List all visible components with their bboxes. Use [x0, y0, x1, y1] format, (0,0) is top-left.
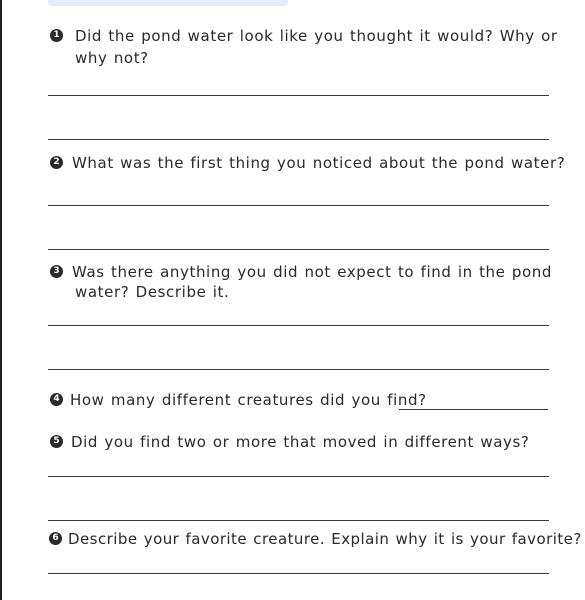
header-banner-fragment — [48, 0, 288, 6]
question-3-text-line-1: Was there anything you did not expect to find in the pond — [72, 263, 552, 281]
question-1-text-line-2: why not? — [75, 49, 149, 67]
question-4-number-badge: 4 — [50, 393, 63, 406]
question-3-text-line-2: water? Describe it. — [75, 283, 230, 301]
question-1-text-line-1: Did the pond water look like you thought it would? Why or — [75, 27, 558, 45]
question-2-text: What was the first thing you noticed about the pond water? — [72, 154, 566, 172]
answer-line-2b[interactable] — [48, 249, 549, 250]
answer-line-2a[interactable] — [48, 205, 549, 206]
question-3-number-badge: 3 — [50, 265, 63, 278]
question-5-text: Did you find two or more that moved in different ways? — [71, 433, 530, 451]
page-left-border — [0, 0, 2, 600]
question-1-number-badge: 1 — [50, 29, 63, 42]
question-4-text: How many different creatures did you find? — [70, 391, 427, 409]
answer-line-4[interactable] — [399, 409, 548, 410]
answer-line-5b[interactable] — [48, 520, 549, 521]
question-6-number-badge: 6 — [49, 532, 62, 545]
question-2-number-badge: 2 — [50, 156, 63, 169]
answer-line-1a[interactable] — [48, 95, 549, 96]
answer-line-6a[interactable] — [48, 573, 549, 574]
answer-line-1b[interactable] — [48, 139, 549, 140]
question-5-number-badge: 5 — [50, 435, 63, 448]
answer-line-3a[interactable] — [48, 325, 549, 326]
question-6-text: Describe your favorite creature. Explain why it is your favorite? — [68, 530, 582, 548]
answer-line-5a[interactable] — [48, 476, 549, 477]
answer-line-3b[interactable] — [48, 369, 549, 370]
